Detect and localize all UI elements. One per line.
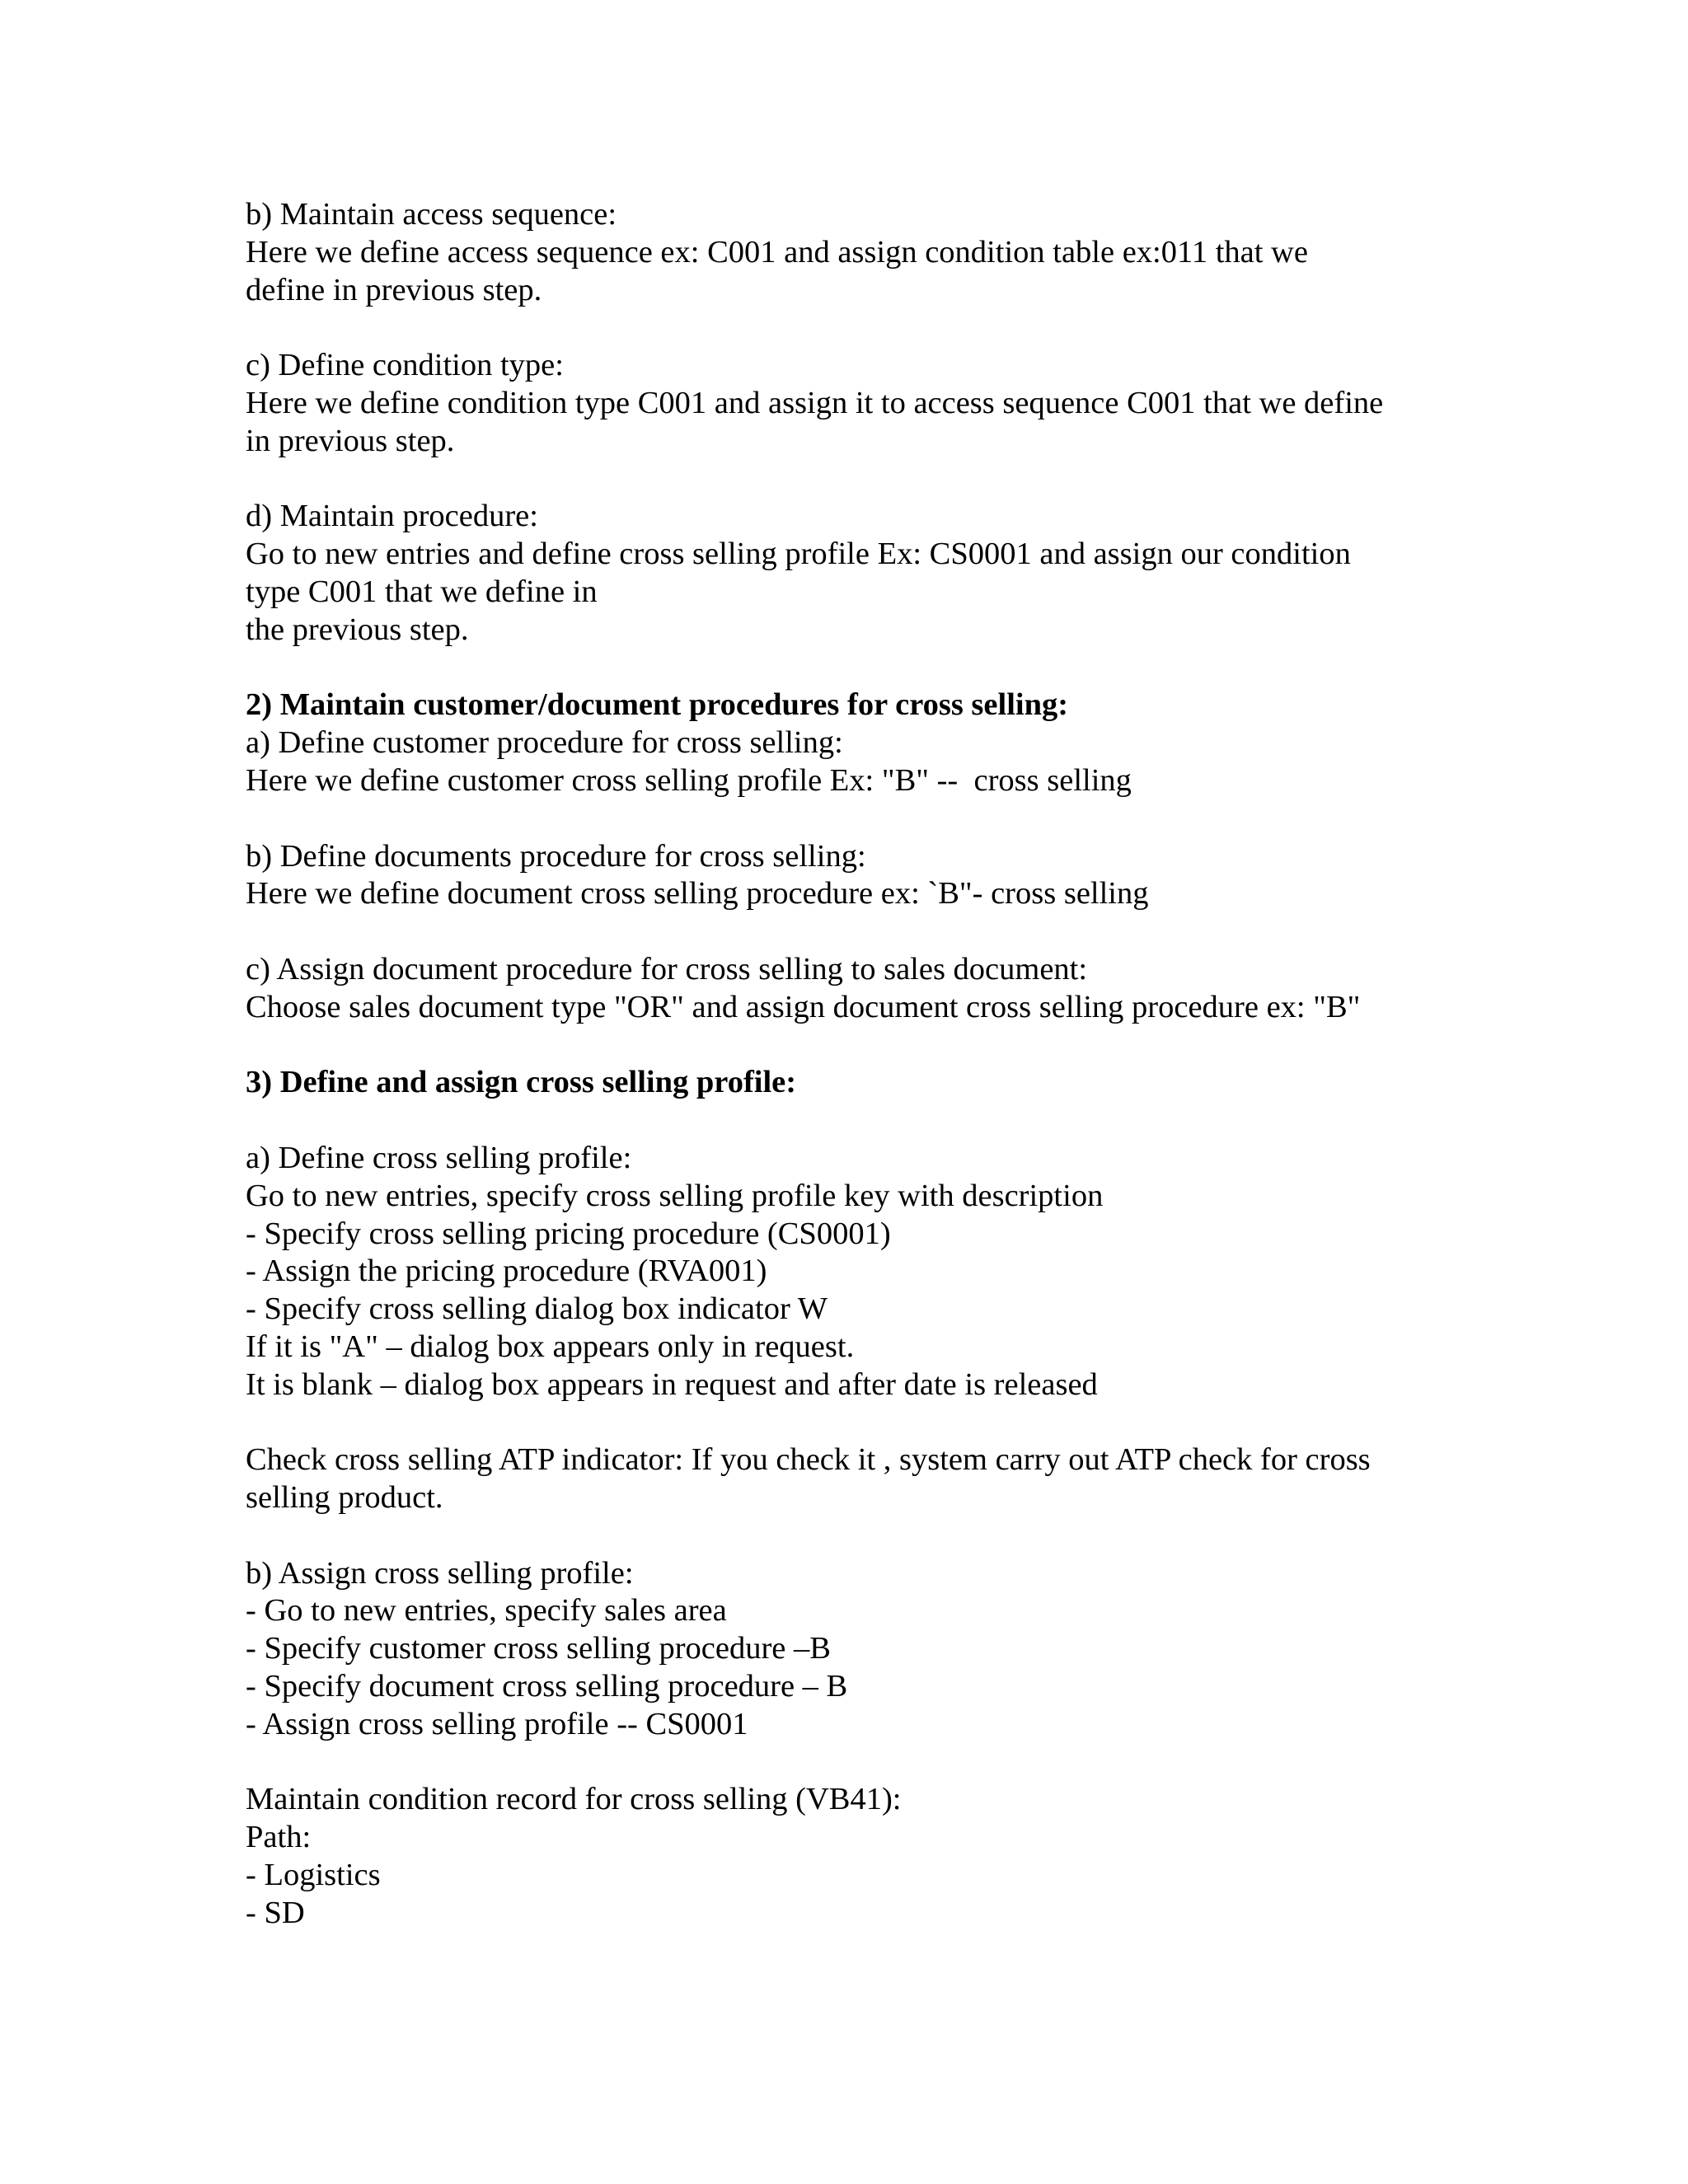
text-line: selling product. bbox=[246, 1480, 443, 1516]
text-line: If it is "A" – dialog box appears only in request. bbox=[246, 1329, 855, 1364]
text-line: - Specify cross selling pricing procedure (CS0001) bbox=[246, 1216, 891, 1251]
text-line: b) Maintain access sequence: bbox=[246, 197, 617, 232]
text-line: b) Assign cross selling profile: bbox=[246, 1555, 634, 1591]
blank-line bbox=[246, 1517, 1465, 1555]
blank-line bbox=[246, 309, 1465, 347]
text-line: b) Define documents procedure for cross selling: bbox=[246, 838, 866, 874]
section-heading: 3) Define and assign cross selling profile: bbox=[246, 1065, 797, 1100]
text-line: It is blank – dialog box appears in request and after date is released bbox=[246, 1366, 1098, 1402]
text-line: Go to new entries and define cross selling profile Ex: CS0001 and assign our condition bbox=[246, 537, 1351, 572]
text-line: Choose sales document type "OR" and assign document cross selling procedure ex: "B" bbox=[246, 989, 1361, 1024]
text-line: Go to new entries, specify cross selling profile key with description bbox=[246, 1178, 1104, 1213]
text-line: type C001 that we define in bbox=[246, 574, 598, 609]
text-line: - Assign cross selling profile -- CS0001 bbox=[246, 1706, 748, 1741]
text-line: - Assign the pricing procedure (RVA001) bbox=[246, 1254, 767, 1289]
text-line: c) Define condition type: bbox=[246, 348, 564, 383]
blank-line bbox=[246, 913, 1465, 951]
document-body bbox=[246, 196, 1465, 1933]
text-line: c) Assign document procedure for cross selling to sales document: bbox=[246, 951, 1088, 987]
text-line: the previous step. bbox=[246, 612, 469, 647]
blank-line bbox=[246, 1404, 1465, 1442]
text-line: Check cross selling ATP indicator: If you check it , system carry out ATP check for cross bbox=[246, 1442, 1371, 1478]
text-line: a) Define cross selling profile: bbox=[246, 1140, 632, 1175]
text-line: - Logistics bbox=[246, 1858, 381, 1893]
blank-line bbox=[246, 1027, 1465, 1065]
text-line: - Specify document cross selling procedure – B bbox=[246, 1669, 848, 1704]
text-line: - Specify customer cross selling procedure –B bbox=[246, 1631, 831, 1666]
text-line: Here we define condition type C001 and assign it to access sequence C001 that we define bbox=[246, 385, 1384, 420]
blank-line bbox=[246, 649, 1465, 687]
text-line: Path: bbox=[246, 1820, 312, 1855]
text-line: define in previous step. bbox=[246, 272, 542, 307]
blank-line bbox=[246, 1744, 1465, 1782]
text-line: Maintain condition record for cross selling (VB41): bbox=[246, 1782, 902, 1817]
text-line: d) Maintain procedure: bbox=[246, 499, 538, 534]
text-line: - Specify cross selling dialog box indicator W bbox=[246, 1291, 828, 1327]
text-line: Here we define customer cross selling profile Ex: "B" -- cross selling bbox=[246, 762, 1132, 798]
text-line: Here we define document cross selling procedure ex: `B"- cross selling bbox=[246, 876, 1149, 912]
text-line: a) Define customer procedure for cross selling: bbox=[246, 725, 843, 761]
text-line: Here we define access sequence ex: C001 and assign condition table ex:011 that we bbox=[246, 234, 1308, 269]
blank-line bbox=[246, 800, 1465, 838]
text-line: - SD bbox=[246, 1895, 305, 1930]
text-line: in previous step. bbox=[246, 423, 455, 458]
blank-line bbox=[246, 461, 1465, 499]
text-line: - Go to new entries, specify sales area bbox=[246, 1593, 727, 1629]
blank-line bbox=[246, 1102, 1465, 1140]
section-heading: 2) Maintain customer/document procedures for cross selling: bbox=[246, 687, 1069, 723]
